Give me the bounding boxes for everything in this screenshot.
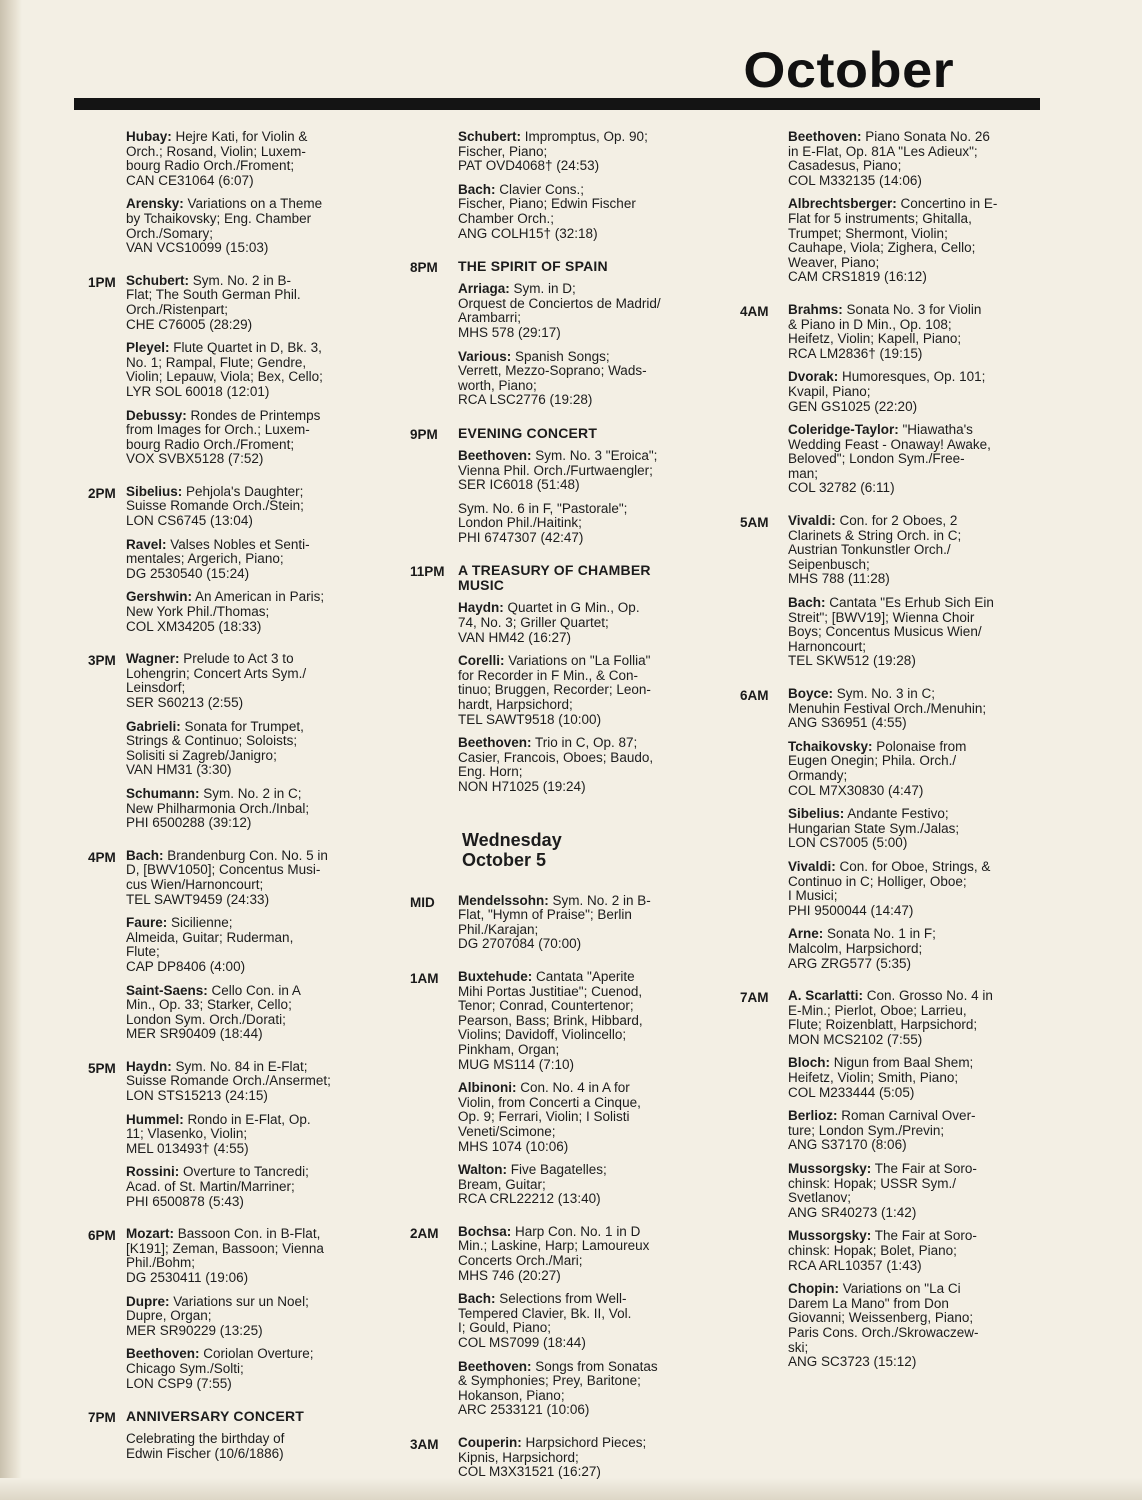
composer-name: Arensky: <box>126 196 184 212</box>
slot-entries <box>126 652 378 840</box>
composer-name: Ravel: <box>126 536 167 552</box>
slot-entries <box>458 970 710 1216</box>
work-details: Coriolan Overture; Chicago Sym./Solti; LON CSP9 (7:55) <box>126 1346 314 1391</box>
composer-name: Saint-Saens: <box>126 982 208 998</box>
work-details: Sym. No. 2 in B- Flat, "Hymn of Praise"; Berlin Phil./Karajan; DG 2707084 (70:00) <box>458 892 651 952</box>
composer-name: Beethoven: <box>458 1358 532 1374</box>
work-details: Con. for Oboe, Strings, & Continuo in C; Holliger, Oboe; I Musici; PHI 9500044 (14:47) <box>788 858 991 918</box>
time-slot <box>410 259 710 417</box>
composer-name: Berlioz: <box>788 1108 838 1124</box>
composer-name: Gershwin: <box>126 589 193 605</box>
program-entry <box>458 1225 710 1283</box>
program-entry <box>458 1081 710 1154</box>
composer-name: Bach: <box>126 847 164 863</box>
schedule-column-2 <box>410 130 710 1498</box>
composer-name: Faure: <box>126 915 168 931</box>
work-details: Cello Con. in A Min., Op. 33; Starker, Cello; London Sym. Orch./Dorati; MER SR90409 (18:44) <box>126 982 301 1042</box>
composer-name: Sibelius: <box>126 483 183 499</box>
work-details: Variations sur un Noel; Dupre, Organ; MER SR90229 (13:25) <box>126 1293 309 1338</box>
time-slot <box>88 274 378 476</box>
composer-name: Schubert: <box>458 129 522 144</box>
composer-name: Corelli: <box>458 653 505 669</box>
time-label: 3PM <box>88 653 116 669</box>
schedule-column-3 <box>740 130 1040 1388</box>
program-entry <box>126 590 378 634</box>
composer-name: Beethoven: <box>126 1346 200 1362</box>
time-slot <box>410 970 710 1216</box>
composer-name: Hummel: <box>126 1111 184 1127</box>
slot-entries <box>788 989 1040 1379</box>
title-rule <box>74 98 1040 110</box>
composer-name: Hubay: <box>126 129 172 144</box>
program-entry <box>126 538 378 582</box>
program-note: Celebrating the birthday of Edwin Fischer (10/6/1886) <box>126 1431 285 1461</box>
time-label: 4PM <box>88 849 116 865</box>
program-entry <box>126 1060 378 1104</box>
composer-name: Pleyel: <box>126 340 170 356</box>
program-entry <box>788 423 1040 496</box>
time-label: 1PM <box>88 274 116 290</box>
work-details: Cantata "Aperite Mihi Portas Justitiae"; Cuenod, Tenor; Conrad, Countertenor; Pearson, Bass; Brink, Hibbard, Violins; Davidoff, Violincello; Pinkham, Organ; MUG MS114 (7:10) <box>458 968 643 1072</box>
program-entry <box>126 1113 378 1157</box>
work-details: Sonata No. 3 for Violin & Piano in D Min., Op. 108; Heifetz, Violin; Kapell, Piano; RCA LM2836† (19:15) <box>788 301 982 361</box>
composer-name: Mussorgsky: <box>788 1161 872 1177</box>
program-heading: A TREASURY OF CHAMBER MUSIC <box>458 562 651 594</box>
program-entry <box>788 303 1040 361</box>
time-slot <box>740 687 1040 980</box>
work-details: Nigun from Baal Shem; Heifetz, Violin; Smith, Piano; COL M233444 (5:05) <box>788 1055 974 1100</box>
time-slot <box>88 485 378 643</box>
time-label <box>88 130 126 265</box>
time-slot <box>410 426 710 555</box>
program-entry <box>458 183 710 241</box>
composer-name: Debussy: <box>126 407 187 423</box>
composer-name: Bochsa: <box>458 1223 512 1239</box>
composer-name: Vivaldi: <box>788 858 836 874</box>
program-entry <box>126 130 378 188</box>
program-entry <box>788 927 1040 971</box>
composer-name: Schubert: <box>126 272 190 288</box>
program-entry <box>458 449 710 493</box>
page-title: October <box>743 42 954 98</box>
program-entry <box>458 282 710 340</box>
work-details: "Hiawatha's Wedding Feast - Onaway! Awake, Beloved"; London Sym./Free- man; COL 32782 (6:11) <box>788 422 991 496</box>
work-details: Piano Sonata No. 26 in E-Flat, Op. 81A "Les Adieux"; Casadesus, Piano; COL M332135 (14:06) <box>788 129 990 188</box>
program-entry <box>458 601 710 645</box>
composer-name: Couperin: <box>458 1435 522 1450</box>
composer-name: Albinoni: <box>458 1080 517 1096</box>
time-label: MID <box>410 894 435 910</box>
work-details: Valses Nobles et Senti- mentales; Argerich, Piano; DG 2530540 (15:24) <box>126 536 310 581</box>
composer-name: Tchaikovsky: <box>788 738 873 754</box>
time-label: 3AM <box>410 1437 439 1452</box>
time-label <box>740 130 788 294</box>
time-label: 6PM <box>88 1228 116 1244</box>
work-details: Overture to Tancredi; Acad. of St. Martin/Marriner; PHI 6500878 (5:43) <box>126 1164 309 1209</box>
time-label: 1AM <box>410 970 439 986</box>
program-entry <box>458 502 710 546</box>
time-slot <box>410 130 710 250</box>
work-details: Sonata for Trumpet, Strings & Continuo; Soloists; Solisiti si Zagreb/Janigro; VAN HM31 (3:30) <box>126 718 304 778</box>
slot-entries <box>126 130 378 265</box>
composer-name: Albrechtsberger: <box>788 196 897 212</box>
time-slot <box>740 514 1040 678</box>
time-label: 2PM <box>88 485 116 501</box>
work-details: Brandenburg Con. No. 5 in D, [BWV1050]; Concentus Musi- cus Wien/Harnoncourt; TEL SAWT9459 (24:33) <box>126 847 328 907</box>
work-details: Prelude to Act 3 to Lohengrin; Concert Arts Sym./ Leinsdorf; SER S60213 (2:55) <box>126 651 307 710</box>
work-details: Trio in C, Op. 87; Casier, Francois, Oboes; Baudo, Eng. Horn; NON H71025 (19:24) <box>458 735 654 794</box>
slot-entries <box>126 274 378 476</box>
composer-name: Dupre: <box>126 1293 170 1309</box>
program-entry <box>126 341 378 399</box>
time-slot <box>740 130 1040 294</box>
time-slot <box>410 1436 710 1489</box>
time-label: 8PM <box>410 260 438 276</box>
program-entry <box>788 197 1040 285</box>
time-slot <box>88 130 378 265</box>
composer-name: Schumann: <box>126 785 200 801</box>
work-details: Harpsichord Pieces; Kipnis, Harpsichord; COL M3X31521 (16:27) <box>458 1435 647 1480</box>
work-details: Hejre Kati, for Violin & Orch.; Rosand, Violin; Luxem- bourg Radio Orch./Froment; CAN CE31064 (6:07) <box>126 129 308 188</box>
work-details: Harp Con. No. 1 in D Min.; Laskine, Harp; Lamoureux Concerts Orch./Mari; MHS 746 (20:27) <box>458 1223 650 1283</box>
program-heading: ANNIVERSARY CONCERT <box>126 1408 305 1425</box>
slot-entries <box>126 1227 378 1400</box>
work-details: The Fair at Soro- chinsk: Hopak; USSR Sym./ Svetlanov; ANG SR40273 (1:42) <box>788 1161 977 1220</box>
program-entry <box>788 596 1040 669</box>
program-entry <box>126 1165 378 1209</box>
work-details: Quartet in G Min., Op. 74, No. 3; Griller Quartet; VAN HM42 (16:27) <box>458 600 640 645</box>
composer-name: Mozart: <box>126 1226 174 1242</box>
work-details: Sicilienne; Almeida, Guitar; Ruderman, Flute; CAP DP8406 (4:00) <box>126 915 294 974</box>
program-entry <box>126 720 378 778</box>
program-entry <box>458 130 710 174</box>
work-details: Andante Festivo; Hungarian State Sym./Jalas; LON CS7005 (5:00) <box>788 806 960 851</box>
program-entry <box>458 1436 710 1480</box>
program-entry <box>788 514 1040 587</box>
program-entry <box>788 687 1040 731</box>
work-details: Cantata "Es Erhub Sich Ein Streit"; [BWV19]; Wienna Choir Boys; Concentus Musicus Wien/ Harnoncourt; TEL SKW512 (19:28) <box>788 595 994 669</box>
slot-entries <box>458 426 710 555</box>
slot-entries <box>788 514 1040 678</box>
program-entry <box>788 1229 1040 1273</box>
work-details: Variations on "La Follia" for Recorder in F Min., & Con- tinuo; Bruggen, Recorder; Leon- hardt, Harpsichord; TEL SAWT9518 (10:00) <box>458 653 651 727</box>
work-details: Selections from Well- Tempered Clavier, Bk. II, Vol. I; Gould, Piano; COL MS7099 (18:44) <box>458 1291 632 1351</box>
work-details: Roman Carnival Over- ture; London Sym./Previn; ANG S37170 (8:06) <box>788 1108 976 1153</box>
time-slot <box>740 989 1040 1379</box>
time-label: 4AM <box>740 303 769 319</box>
time-slot <box>88 849 378 1051</box>
composer-name: Boyce: <box>788 686 834 701</box>
time-label: 7AM <box>740 990 769 1006</box>
slot-entries <box>458 894 710 961</box>
work-details: Rondo in E-Flat, Op. 11; Vlasenko, Violin; MEL 013493† (4:55) <box>126 1111 311 1156</box>
schedule-column-1 <box>88 130 378 1470</box>
program-entry <box>126 485 378 529</box>
work-details: Impromptus, Op. 90; Fischer, Piano; PAT OVD4068† (24:53) <box>458 129 648 174</box>
time-label: 11PM <box>410 564 445 580</box>
time-label: 6AM <box>740 688 769 703</box>
program-entry <box>458 894 710 952</box>
program-entry <box>458 350 710 408</box>
program-entry <box>126 409 378 467</box>
time-label: 7PM <box>88 1410 116 1426</box>
time-slot <box>88 1227 378 1400</box>
slot-entries <box>458 1436 710 1489</box>
program-entry <box>788 1109 1040 1153</box>
work-details: Sonata No. 1 in F; Malcolm, Harpsichord; ARG ZRG577 (5:35) <box>788 926 936 971</box>
binding-spine <box>0 0 22 1500</box>
program-entry <box>126 274 378 332</box>
slot-entries <box>458 259 710 417</box>
program-entry <box>458 736 710 794</box>
program-heading: EVENING CONCERT <box>458 424 598 441</box>
composer-name: Various: <box>458 348 512 364</box>
program-entry <box>788 130 1040 188</box>
composer-name: Gabrieli: <box>126 718 181 734</box>
composer-name: Buxtehude: <box>458 968 533 984</box>
composer-name: Wagner: <box>126 651 180 667</box>
program-entry <box>126 1347 378 1391</box>
work-details: Polonaise from Eugen Onegin; Phila. Orch./ Ormandy; COL M7X30830 (4:47) <box>788 738 967 798</box>
work-details: Sym. in D; Orquest de Conciertos de Madrid/ Arambarri; MHS 578 (29:17) <box>458 281 661 340</box>
work-details: Humoresques, Op. 101; Kvapil, Piano; GEN GS1025 (22:20) <box>788 369 986 414</box>
composer-name: Mendelssohn: <box>458 892 549 908</box>
program-entry <box>126 197 378 255</box>
slot-entries <box>126 1409 378 1461</box>
work-details: Sym. No. 6 in F, "Pastorale"; London Phil./Haitink; PHI 6747307 (42:47) <box>458 500 628 545</box>
composer-name: Bach: <box>458 181 496 197</box>
program-entry <box>126 1227 378 1285</box>
composer-name: Walton: <box>458 1162 507 1178</box>
program-entry <box>788 1282 1040 1370</box>
program-entry <box>788 1162 1040 1220</box>
time-label: 9PM <box>410 426 438 442</box>
work-details: Variations on a Theme by Tchaikovsky; Eng. Chamber Orch./Somary; VAN VCS10099 (15:03) <box>126 196 323 256</box>
composer-name: Vivaldi: <box>788 513 836 529</box>
program-heading: THE SPIRIT OF SPAIN <box>458 258 608 275</box>
work-details: Sym. No. 2 in B- Flat; The South German Phil. Orch./Ristenpart; CHE C76005 (28:29) <box>126 272 301 332</box>
day-heading: Wednesday October 5 <box>462 829 562 870</box>
composer-name: Dvorak: <box>788 369 839 385</box>
slot-entries <box>788 687 1040 980</box>
work-details: Con. for 2 Oboes, 2 Clarinets & String Orch. in C; Austrian Tonkunstler Orch./ Seipenbusch; MHS 788 (11:28) <box>788 513 962 587</box>
program-entry <box>788 370 1040 414</box>
slot-entries <box>788 303 1040 505</box>
composer-name: A. Scarlatti: <box>788 988 864 1004</box>
program-entry <box>458 1360 710 1418</box>
program-entry <box>126 787 378 831</box>
work-details: Variations on "La Ci Darem La Mano" from Don Giovanni; Weissenberg, Piano; Paris Cons. Orch./Skrowaczew- ski; ANG SC3723 (15:12) <box>788 1281 979 1370</box>
time-slot <box>88 1060 378 1218</box>
time-label <box>410 130 458 250</box>
program-entry <box>126 1295 378 1339</box>
program-entry <box>126 849 378 907</box>
composer-name: Rossini: <box>126 1164 180 1180</box>
slot-entries <box>458 563 710 803</box>
work-details: Rondes de Printemps from Images for Orch.; Luxem- bourg Radio Orch./Froment; VOX SVBX5128 (7:52) <box>126 407 321 467</box>
work-details: Spanish Songs; Verrett, Mezzo-Soprano; Wads- worth, Piano; RCA LSC2776 (19:28) <box>458 348 647 408</box>
slot-entries <box>458 1225 710 1427</box>
time-label: 5PM <box>88 1060 116 1076</box>
work-details: Sym. No. 3 "Eroica"; Vienna Phil. Orch./Furtwaengler; SER IC6018 (51:48) <box>458 447 658 493</box>
program-entry <box>788 807 1040 851</box>
program-entry <box>126 984 378 1042</box>
work-details: Clavier Cons.; Fischer, Piano; Edwin Fischer Chamber Orch.; ANG COLH15† (32:18) <box>458 181 636 241</box>
work-details: Songs from Sonatas & Symphonies; Prey, Baritone; Hokanson, Piano; ARC 2533121 (10:06) <box>458 1358 658 1418</box>
program-entry <box>126 916 378 974</box>
work-details: Bassoon Con. in B-Flat, [K191]; Zeman, Bassoon; Vienna Phil./Bohm; DG 2530411 (19:06) <box>126 1226 324 1285</box>
work-details: Pehjola's Daughter; Suisse Romande Orch./Stein; LON CS6745 (13:04) <box>126 483 304 529</box>
work-details: Five Bagatelles; Bream, Guitar; RCA CRL22212 (13:40) <box>458 1162 607 1207</box>
composer-name: Arne: <box>788 926 824 942</box>
slot-entries <box>126 485 378 643</box>
time-slot <box>410 1225 710 1427</box>
composer-name: Haydn: <box>126 1058 172 1074</box>
time-slot <box>410 563 710 803</box>
work-details: Concertino in E- Flat for 5 instruments; Ghitalla, Trumpet; Shermont, Violin; Cauhape, Viola; Zighera, Cello; Weaver, Piano; CAM CRS1819 (16:12) <box>788 196 998 285</box>
composer-name: Brahms: <box>788 301 843 317</box>
time-slot <box>410 894 710 961</box>
work-details: Sym. No. 84 in E-Flat; Suisse Romande Orch./Ansermet; LON STS15213 (24:15) <box>126 1058 331 1104</box>
time-slot <box>88 1409 378 1461</box>
slot-entries <box>126 1060 378 1218</box>
composer-name: Haydn: <box>458 600 504 616</box>
program-entry <box>126 652 378 710</box>
work-details: Con. Grosso No. 4 in E-Min.; Pierlot, Oboe; Larrieu, Flute; Roizenblatt, Harpsichord; MON MCS2102 (7:55) <box>788 988 993 1047</box>
composer-name: Arriaga: <box>458 281 510 297</box>
composer-name: Mussorgsky: <box>788 1228 872 1244</box>
program-entry <box>788 1056 1040 1100</box>
composer-name: Beethoven: <box>458 735 532 751</box>
work-details: Con. No. 4 in A for Violin, from Concerti a Cinque, Op. 9; Ferrari, Violin; I Solisti Veneti/Scimone; MHS 1074 (10:06) <box>458 1080 641 1154</box>
program-entry <box>458 1163 710 1207</box>
program-entry <box>788 860 1040 918</box>
composer-name: Beethoven: <box>788 129 862 144</box>
time-label: 2AM <box>410 1225 439 1241</box>
program-entry <box>458 1292 710 1350</box>
composer-name: Coleridge-Taylor: <box>788 422 899 438</box>
composer-name: Chopin: <box>788 1281 839 1297</box>
slot-entries <box>458 130 710 250</box>
composer-name: Beethoven: <box>458 447 532 463</box>
work-details: Sym. No. 2 in C; New Philharmonia Orch./Inbal; PHI 6500288 (39:12) <box>126 785 310 831</box>
work-details: Flute Quartet in D, Bk. 3, No. 1; Rampal, Flute; Gendre, Violin; Lepauw, Viola; Bex, Cello; LYR SOL 60018 (12:01) <box>126 340 323 399</box>
program-entry <box>788 740 1040 798</box>
composer-name: Sibelius: <box>788 806 845 822</box>
program-entry <box>458 970 710 1072</box>
composer-name: Bloch: <box>788 1055 830 1071</box>
slot-entries <box>788 130 1040 294</box>
program-entry <box>788 989 1040 1047</box>
time-label: 5AM <box>740 515 769 531</box>
time-slot <box>88 652 378 840</box>
work-details: An American in Paris; New York Phil./Thomas; COL XM34205 (18:33) <box>126 589 325 634</box>
slot-entries <box>126 849 378 1051</box>
composer-name: Bach: <box>788 595 826 611</box>
time-slot <box>740 303 1040 505</box>
composer-name: Bach: <box>458 1291 496 1307</box>
work-details: The Fair at Soro- chinsk: Hopak; Bolet, Piano; RCA ARL10357 (1:43) <box>788 1228 977 1273</box>
work-details: Sym. No. 3 in C; Menuhin Festival Orch./Menuhin; ANG S36951 (4:55) <box>788 686 987 731</box>
program-entry <box>458 654 710 727</box>
